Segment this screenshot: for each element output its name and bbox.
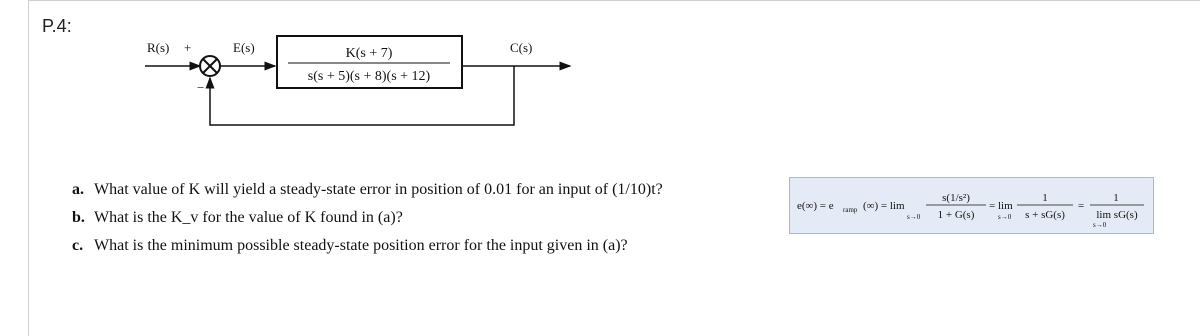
plus-sign: + xyxy=(184,40,192,55)
input-label: R(s) xyxy=(147,40,170,55)
formula-eq-lim: = lim xyxy=(989,200,1013,212)
frac2-denominator: s + sG(s) xyxy=(1025,209,1065,221)
question-b xyxy=(72,208,672,227)
question-text: What is the K_v for the value of K found in (a)? xyxy=(94,209,403,226)
formula-lhs-sub: ramp xyxy=(843,206,858,214)
question-list xyxy=(72,180,672,264)
minus-sign: − xyxy=(197,80,205,95)
formula-lhs-arg: (∞) = lim xyxy=(863,200,905,212)
tf-numerator: K(s + 7) xyxy=(345,46,393,61)
question-letter: a. xyxy=(72,181,84,198)
summing-junction xyxy=(200,56,220,76)
formula-eq: = xyxy=(1078,200,1085,212)
question-letter: b. xyxy=(72,209,85,226)
frac1-denominator: 1 + G(s) xyxy=(937,209,975,221)
frac2-numerator: 1 xyxy=(1042,192,1048,204)
formula-lim-sub-2: s→0 xyxy=(998,213,1012,221)
output-label: C(s) xyxy=(510,40,533,55)
steady-state-error-formula xyxy=(789,177,1154,234)
frac3-denominator: lim sG(s) xyxy=(1096,209,1138,221)
question-letter: c. xyxy=(72,237,84,254)
question-text: What value of K will yield a steady-state error in position of 0.01 for an input of (1/10)t? xyxy=(94,181,663,198)
error-label: E(s) xyxy=(233,40,255,55)
frac3-lim-sub: s→0 xyxy=(1093,221,1107,229)
question-a xyxy=(72,180,672,199)
tf-denominator: s(s + 5)(s + 8)(s + 12) xyxy=(307,69,431,84)
formula-lhs: e(∞) = e xyxy=(797,200,834,212)
frac1-numerator: s(1/s²) xyxy=(942,192,970,204)
question-text: What is the minimum possible steady-state position error for the input given in (a)? xyxy=(94,237,628,254)
problem-label: P.4: xyxy=(42,16,72,36)
question-c xyxy=(72,236,672,255)
frac3-numerator: 1 xyxy=(1113,192,1119,204)
formula-lim-sub: s→0 xyxy=(907,213,921,221)
